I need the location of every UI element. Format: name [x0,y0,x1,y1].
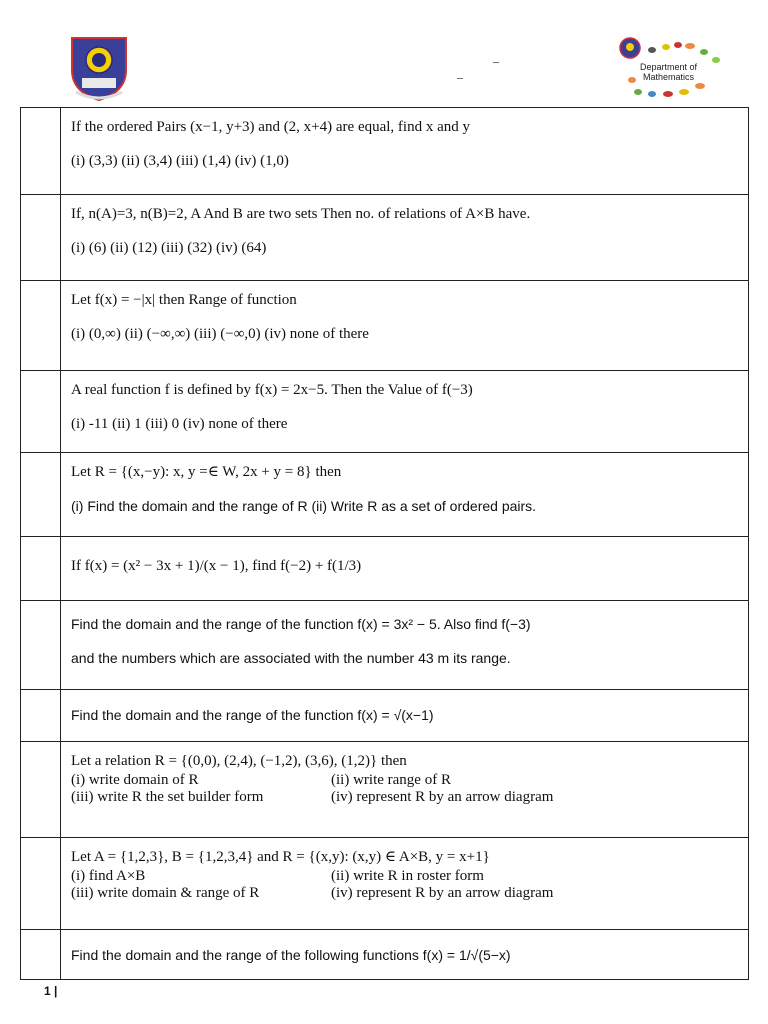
question-row [21,108,749,195]
question-number-cell [21,108,61,195]
question-cell [61,281,749,371]
question-options: (i) (0,∞) (ii) (−∞,∞) (iii) (−∞,0) (iv) none of there [71,326,369,342]
question-number-cell [21,453,61,537]
page-header [0,0,768,108]
subparts-row [71,868,740,885]
subpart: (iii) write domain & range of R [71,885,260,901]
subparts-row [71,885,740,902]
subparts-row [71,772,740,789]
subpart: (iii) write R the set builder form [71,789,264,805]
question-text: If the ordered Pairs (x−1, y+3) and (2, x+4) are equal, find x and y [71,119,471,135]
subpart: (iv) represent R by an arrow diagram [331,885,554,901]
question-cell [61,453,749,537]
question-text: Find the domain and the range of the following functions f(x) = 1/√(5−x) [71,947,511,963]
question-row [21,690,749,742]
question-number-cell [21,281,61,371]
question-cell [61,537,749,601]
question-cell [61,742,749,838]
question-text: Let a relation R = {(0,0), (2,4), (−1,2), (3,6), (1,2)} then [71,753,407,769]
school-crest-logo [66,34,132,102]
subpart: (ii) write range of R [331,772,451,788]
questions-table [20,107,749,980]
question-row [21,281,749,371]
question-options: (i) (6) (ii) (12) (iii) (32) (iv) (64) [71,240,267,256]
question-row [21,537,749,601]
question-options: (i) -11 (ii) 1 (iii) 0 (iv) none of there [71,416,288,432]
question-cell [61,838,749,930]
question-number-cell [21,742,61,838]
question-text: If, n(A)=3, n(B)=2, A And B are two sets Then no. of relations of A×B have. [71,206,531,222]
question-number-cell [21,537,61,601]
question-options: (i) (3,3) (ii) (3,4) (iii) (1,4) (iv) (1,0) [71,153,289,169]
question-row [21,601,749,690]
question-row [21,371,749,453]
question-number-cell [21,371,61,453]
subparts-row [71,789,740,806]
header-dash: – [457,70,463,84]
question-cell [61,195,749,281]
subpart: (i) find A×B [71,868,146,884]
question-row [21,838,749,930]
question-text: Let R = {(x,−y): x, y =∈ W, 2x + y = 8} then [71,464,342,480]
subpart: (iv) represent R by an arrow diagram [331,789,554,805]
question-subparts: (i) Find the domain and the range of R (ii) Write R as a set of ordered pairs. [71,498,537,514]
subpart: (i) write domain of R [71,772,199,788]
question-row [21,930,749,980]
department-logo-text: Department of Mathematics [640,62,698,82]
subpart: (ii) write R in roster form [331,868,484,884]
question-cell [61,108,749,195]
question-row [21,195,749,281]
header-dash: – [493,54,499,68]
question-text: A real function f is defined by f(x) = 2x−5. Then the Value of f(−3) [71,382,473,398]
question-number-cell [21,838,61,930]
page-number: 1 | [44,984,58,998]
question-cell [61,690,749,742]
question-row [21,453,749,537]
question-cell [61,930,749,980]
question-row [21,742,749,838]
question-number-cell [21,690,61,742]
question-number-cell [21,601,61,690]
question-text: Find the domain and the range of the function f(x) = 3x² − 5. Also find f(−3) [71,616,531,632]
question-text: Let f(x) = −|x| then Range of function [71,292,297,308]
question-number-cell [21,930,61,980]
question-text: If f(x) = (x² − 3x + 1)/(x − 1), find f(−2) + f(1/3) [71,558,362,574]
question-text: Find the domain and the range of the function f(x) = √(x−1) [71,707,434,723]
question-cell [61,371,749,453]
question-number-cell [21,195,61,281]
question-text-cont: and the numbers which are associated with the number 43 m its range. [71,650,511,666]
question-text: Let A = {1,2,3}, B = {1,2,3,4} and R = {(x,y): (x,y) ∈ A×B, y = x+1} [71,849,490,865]
question-cell [61,601,749,690]
